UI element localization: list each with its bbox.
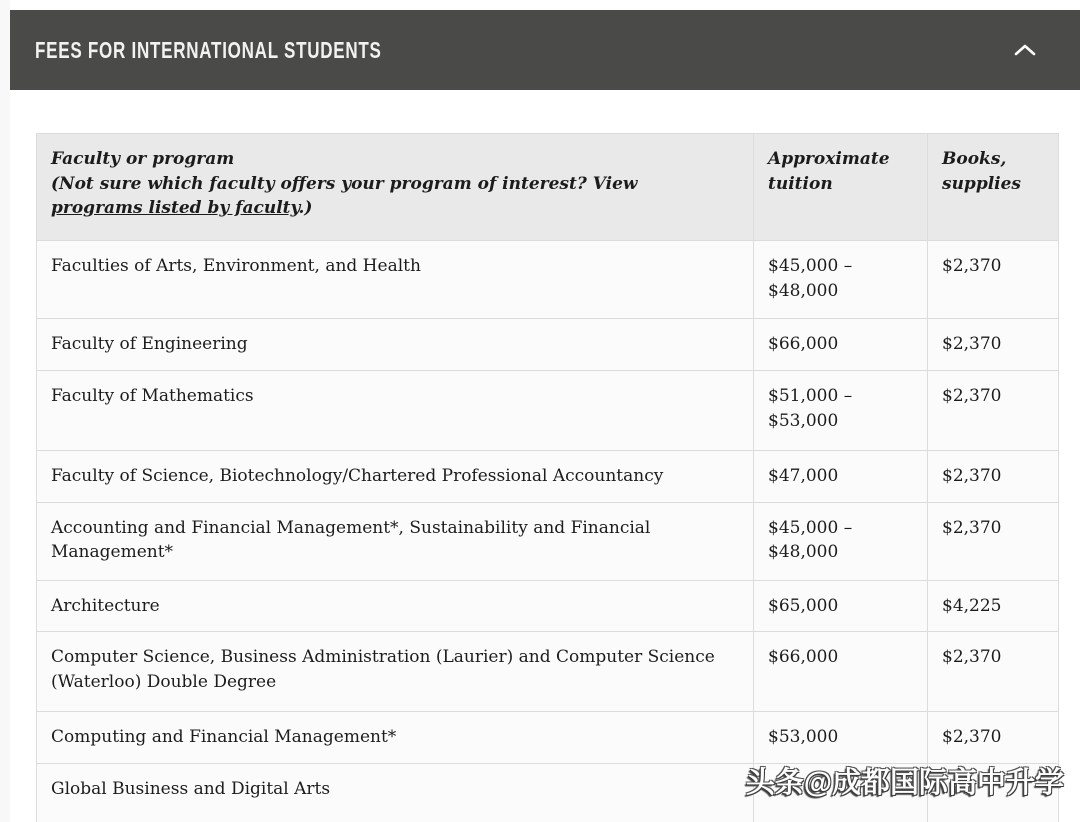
accordion-title: FEES FOR INTERNATIONAL STUDENTS bbox=[35, 36, 382, 63]
table-row bbox=[37, 371, 1059, 451]
watermark: 头条@成都国际高中升学 bbox=[745, 767, 1064, 799]
page-left-margin bbox=[0, 0, 10, 822]
faculty-cell: Accounting and Financial Management*, Sustainability and Financial Management* bbox=[37, 502, 754, 580]
books-cell: $2,370 bbox=[928, 451, 1059, 503]
table-row bbox=[37, 632, 1059, 712]
faculty-header-note-suffix: .) bbox=[298, 198, 313, 219]
table-row bbox=[37, 451, 1059, 503]
tuition-cell: $45,000 – $48,000 bbox=[754, 241, 928, 319]
tuition-cell: $65,000 bbox=[754, 580, 928, 632]
table-row bbox=[37, 580, 1059, 632]
books-cell bbox=[928, 763, 1059, 822]
faculty-cell: Computing and Financial Management* bbox=[37, 712, 754, 764]
programs-by-faculty-link[interactable]: programs listed by faculty bbox=[51, 198, 299, 219]
chevron-up-icon[interactable] bbox=[1014, 44, 1036, 56]
books-cell: $2,370 bbox=[928, 241, 1059, 319]
table-row bbox=[37, 319, 1059, 371]
faculty-cell: Computer Science, Business Administration (Laurier) and Computer Science (Waterloo) Double Degree bbox=[37, 632, 754, 712]
fees-section bbox=[36, 133, 1058, 822]
table-row bbox=[37, 502, 1059, 580]
tuition-cell: $66,000 bbox=[754, 632, 928, 712]
tuition-header-cell: Approximate tuition bbox=[754, 134, 928, 241]
tuition-cell: $45,000 – $48,000 bbox=[754, 502, 928, 580]
tuition-cell bbox=[754, 763, 928, 822]
fees-table bbox=[36, 133, 1059, 822]
table-row bbox=[37, 241, 1059, 319]
faculty-header-title: Faculty or program bbox=[51, 149, 235, 169]
table-row bbox=[37, 763, 1059, 822]
books-cell: $2,370 bbox=[928, 712, 1059, 764]
books-cell: $4,225 bbox=[928, 580, 1059, 632]
faculty-cell: Faculty of Science, Biotechnology/Chartered Professional Accountancy bbox=[37, 451, 754, 503]
faculty-header-note: (Not sure which faculty offers your program of interest? View bbox=[51, 173, 638, 194]
books-cell: $2,370 bbox=[928, 502, 1059, 580]
table-header-row bbox=[37, 134, 1059, 241]
faculty-header-cell bbox=[37, 134, 754, 241]
table-row bbox=[37, 712, 1059, 764]
faculty-cell: Global Business and Digital Arts bbox=[37, 763, 754, 822]
faculty-cell: Faculty of Mathematics bbox=[37, 371, 754, 451]
accordion-header[interactable] bbox=[10, 10, 1080, 90]
tuition-cell: $53,000 bbox=[754, 712, 928, 764]
books-cell: $2,370 bbox=[928, 319, 1059, 371]
faculty-cell: Architecture bbox=[37, 580, 754, 632]
tuition-cell: $51,000 – $53,000 bbox=[754, 371, 928, 451]
faculty-cell: Faculty of Engineering bbox=[37, 319, 754, 371]
books-cell: $2,370 bbox=[928, 632, 1059, 712]
tuition-cell: $66,000 bbox=[754, 319, 928, 371]
books-header-cell: Books, supplies bbox=[928, 134, 1059, 241]
books-cell: $2,370 bbox=[928, 371, 1059, 451]
tuition-cell: $47,000 bbox=[754, 451, 928, 503]
faculty-cell: Faculties of Arts, Environment, and Health bbox=[37, 241, 754, 319]
